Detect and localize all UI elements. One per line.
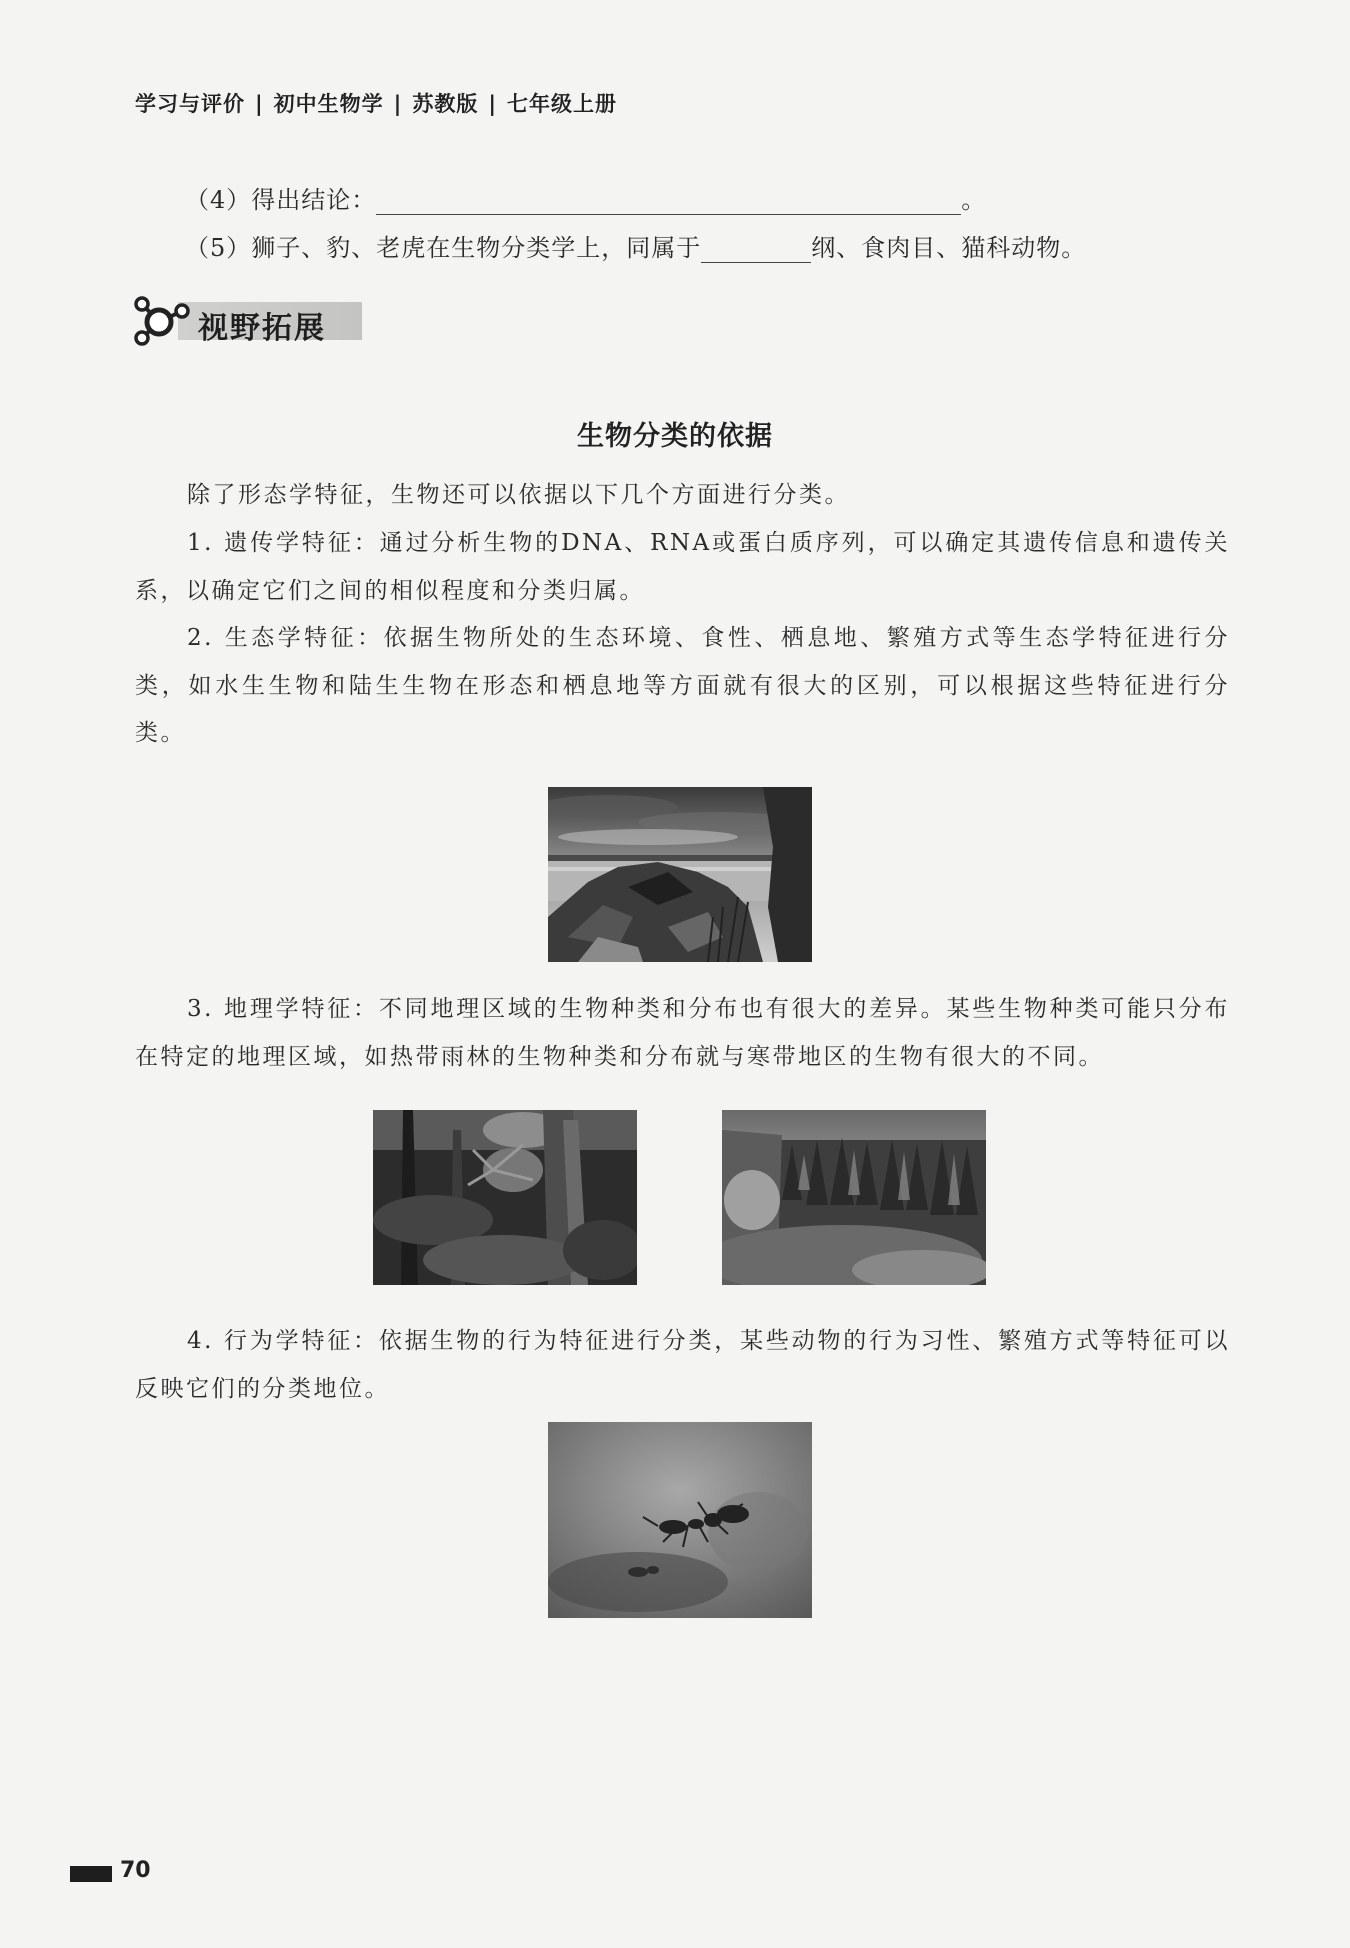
rainforest-photo (373, 1110, 637, 1285)
section-heading (130, 290, 362, 348)
article-paragraph-4: 4. 行为学特征：依据生物的行为特征进行分类，某些动物的行为习性、繁殖方式等特征可以反映它们的分类地位。 (135, 1328, 1230, 1402)
question-5-end: 纲、食肉目、猫科动物。 (811, 234, 1087, 262)
article-paragraph-2: 2. 生态学特征：依据生物所处的生态环境、食性、栖息地、繁殖方式等生态学特征进行分类，如水生生物和陆生生物在形态和栖息地等方面就有很大的区别，可以根据这些特征进行分类。 (135, 625, 1230, 746)
page-number: 70 (120, 1858, 151, 1883)
article-paragraph-3: 3. 地理学特征：不同地理区域的生物种类和分布也有很大的差异。某些生物种类可能只分布在特定的地理区域，如热带雨林的生物种类和分布就与寒带地区的生物有很大的不同。 (135, 996, 1230, 1070)
answer-blank-4[interactable] (376, 192, 961, 215)
page-number-bar (70, 1866, 112, 1882)
running-header (135, 88, 617, 118)
header-edition: 苏教版 (412, 92, 479, 116)
question-5 (185, 228, 1086, 263)
question-4-end: 。 (961, 186, 987, 214)
article-intro: 除了形态学特征，生物还可以依据以下几个方面进行分类。 (187, 482, 850, 508)
article-title: 生物分类的依据 (577, 421, 773, 452)
question-4-label: （4）得出结论： (185, 186, 377, 214)
question-5-label: （5）狮子、豹、老虎在生物分类学上，同属于 (185, 234, 702, 262)
header-volume: 七年级上册 (507, 92, 618, 116)
header-subject: 初中生物学 (273, 92, 384, 116)
header-divider: | (255, 92, 264, 116)
header-divider: | (488, 92, 498, 116)
lake-rocks-photo (548, 787, 812, 962)
answer-blank-5[interactable] (701, 240, 811, 263)
section-title: 视野拓展 (198, 311, 326, 346)
question-4 (185, 180, 986, 215)
ants-photo (548, 1422, 812, 1618)
boreal-forest-photo (722, 1110, 986, 1285)
header-divider: | (393, 92, 403, 116)
molecule-icon (130, 290, 202, 348)
header-series: 学习与评价 (135, 92, 245, 116)
article-paragraph-1: 1. 遗传学特征：通过分析生物的DNA、RNA或蛋白质序列，可以确定其遗传信息和遗传关系，以确定它们之间的相似程度和分类归属。 (135, 530, 1230, 604)
